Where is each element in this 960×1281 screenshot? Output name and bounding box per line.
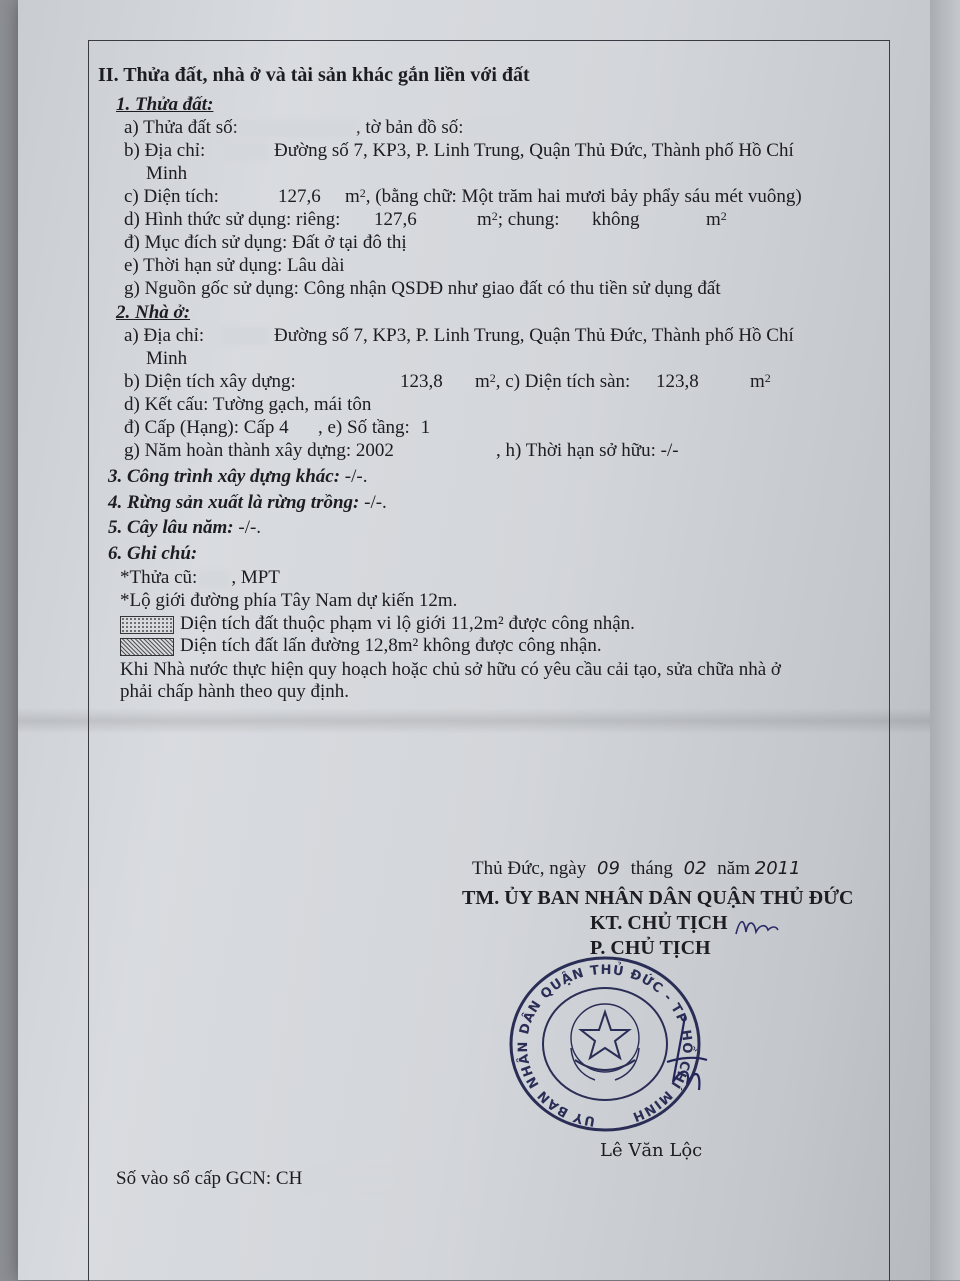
place-date: Thủ Đức, ngày 09 tháng 02 năm 2011 — [472, 858, 801, 879]
built-area-value: 123,8 — [400, 371, 443, 392]
date-year: 2011 — [754, 858, 801, 879]
legend-dotted-swatch — [120, 616, 174, 634]
redacted-map-sheet — [464, 120, 524, 138]
planted-forest: 4. Rừng sản xuất là rừng trồng: -/-. — [108, 492, 387, 513]
land-address-value: Đường số 7, KP3, P. Linh Trung, Quận Thủ Đức, Thành phố Hồ Chí — [274, 140, 794, 161]
road-boundary-note: *Lộ giới đường phía Tây Nam dự kiến 12m. — [120, 590, 458, 611]
registry-number: Số vào sổ cấp GCN: CH — [116, 1168, 396, 1190]
planning-note-line2: phải chấp hành theo quy định. — [120, 681, 350, 702]
ownership-term: , h) Thời hạn sở hữu: -/- — [496, 440, 679, 461]
perennial-trees: 5. Cây lâu năm: -/-. — [108, 517, 262, 538]
land-area-value: 127,6 — [278, 186, 321, 207]
redacted-plot-number — [238, 120, 356, 138]
redacted-house-number — [222, 142, 268, 160]
redacted-house-address-number — [222, 327, 268, 345]
house-floors: , e) Số tầng: 1 — [318, 417, 431, 438]
house-address-value: Đường số 7, KP3, P. Linh Trung, Quận Thủ Đức, Thành phố Hồ Chí — [274, 325, 794, 346]
house-structure: d) Kết cấu: Tường gạch, mái tôn — [124, 394, 372, 415]
legend-hatched-swatch — [120, 638, 174, 656]
signing-role-1: KT. CHỦ TỊCH — [590, 912, 728, 934]
house-address-label: a) Địa chỉ: — [124, 325, 205, 346]
date-day: 09 — [597, 858, 620, 879]
signer-name: Lê Văn Lộc — [600, 1140, 703, 1161]
signing-role-2: P. CHỦ TỊCH — [590, 937, 711, 959]
usage-purpose: đ) Mục đích sử dụng: Đất ở tại đô thị — [124, 232, 407, 253]
floor-area-value: 123,8 — [656, 371, 699, 392]
house-heading: 2. Nhà ở: — [116, 302, 191, 323]
land-address: b) Địa chỉ: — [124, 140, 206, 161]
planning-note-line1: Khi Nhà nước thực hiện quy hoạch hoặc chủ sở hữu có yêu cầu cải tạo, sửa chữa nhà ở — [120, 659, 781, 680]
initial-mark — [732, 912, 782, 942]
usage-origin: g) Nguồn gốc sử dụng: Công nhận QSDĐ như giao đất có thu tiền sử dụng đất — [124, 278, 721, 299]
redacted-old-plot — [199, 570, 229, 588]
old-plot-note: *Thửa cũ: , MPT — [120, 567, 280, 588]
built-area-unit: $m^2$, c) Diện tích sàn: — [475, 371, 631, 392]
official-signature — [655, 1010, 715, 1100]
built-area-label: b) Diện tích xây dựng: — [124, 371, 296, 392]
other-works: 3. Công trình xây dựng khác: -/-. — [108, 466, 368, 487]
legend-recognized: Diện tích đất thuộc phạm vi lộ giới 11,2m² được công nhận. — [180, 613, 635, 634]
land-address-cont: Minh — [146, 163, 188, 184]
section-title: II. Thửa đất, nhà ở và tài sản khác gắn liền với đất — [98, 64, 530, 86]
usage-term: e) Thời hạn sử dụng: Lâu dài — [124, 255, 345, 276]
floor-area-unit: $m^2$ — [750, 371, 771, 392]
usage-shared-value: không — [592, 209, 640, 230]
paper-edge — [930, 0, 960, 1280]
notes-heading: 6. Ghi chú: — [108, 543, 198, 564]
redacted-registry-number — [306, 1171, 396, 1189]
land-plot-number: a) Thửa đất số: , tờ bản đồ số: — [124, 117, 524, 139]
usage-private-unit: $m^2$; chung: — [477, 209, 560, 230]
completion-year: g) Năm hoàn thành xây dựng: 2002 — [124, 440, 394, 461]
svg-text:ỦY BAN NHÂN DÂN QUẬN THỦ ĐỨC -: ỦY BAN NHÂN DÂN QUẬN THỦ ĐỨC - TP HỒ CHÍ MINH — [516, 962, 695, 1129]
signing-organization: TM. ỦY BAN NHÂN DÂN QUẬN THỦ ĐỨC — [462, 887, 854, 909]
house-address-cont: Minh — [146, 348, 188, 369]
usage-shared-unit: $m^2$ — [706, 209, 727, 230]
usage-form-label: d) Hình thức sử dụng: riêng: — [124, 209, 341, 230]
land-area-label: c) Diện tích: — [124, 186, 219, 207]
house-grade: đ) Cấp (Hạng): Cấp 4 — [124, 417, 289, 438]
legend-not-recognized: Diện tích đất lấn đường 12,8m² không được công nhận. — [180, 635, 602, 656]
land-heading: 1. Thửa đất: — [116, 94, 214, 115]
land-area-unit: $m^2$, (bằng chữ: Một trăm hai mươi bảy phẩy sáu mét vuông) — [345, 186, 802, 207]
date-month: 02 — [683, 858, 707, 879]
usage-private-value: 127,6 — [374, 209, 417, 230]
